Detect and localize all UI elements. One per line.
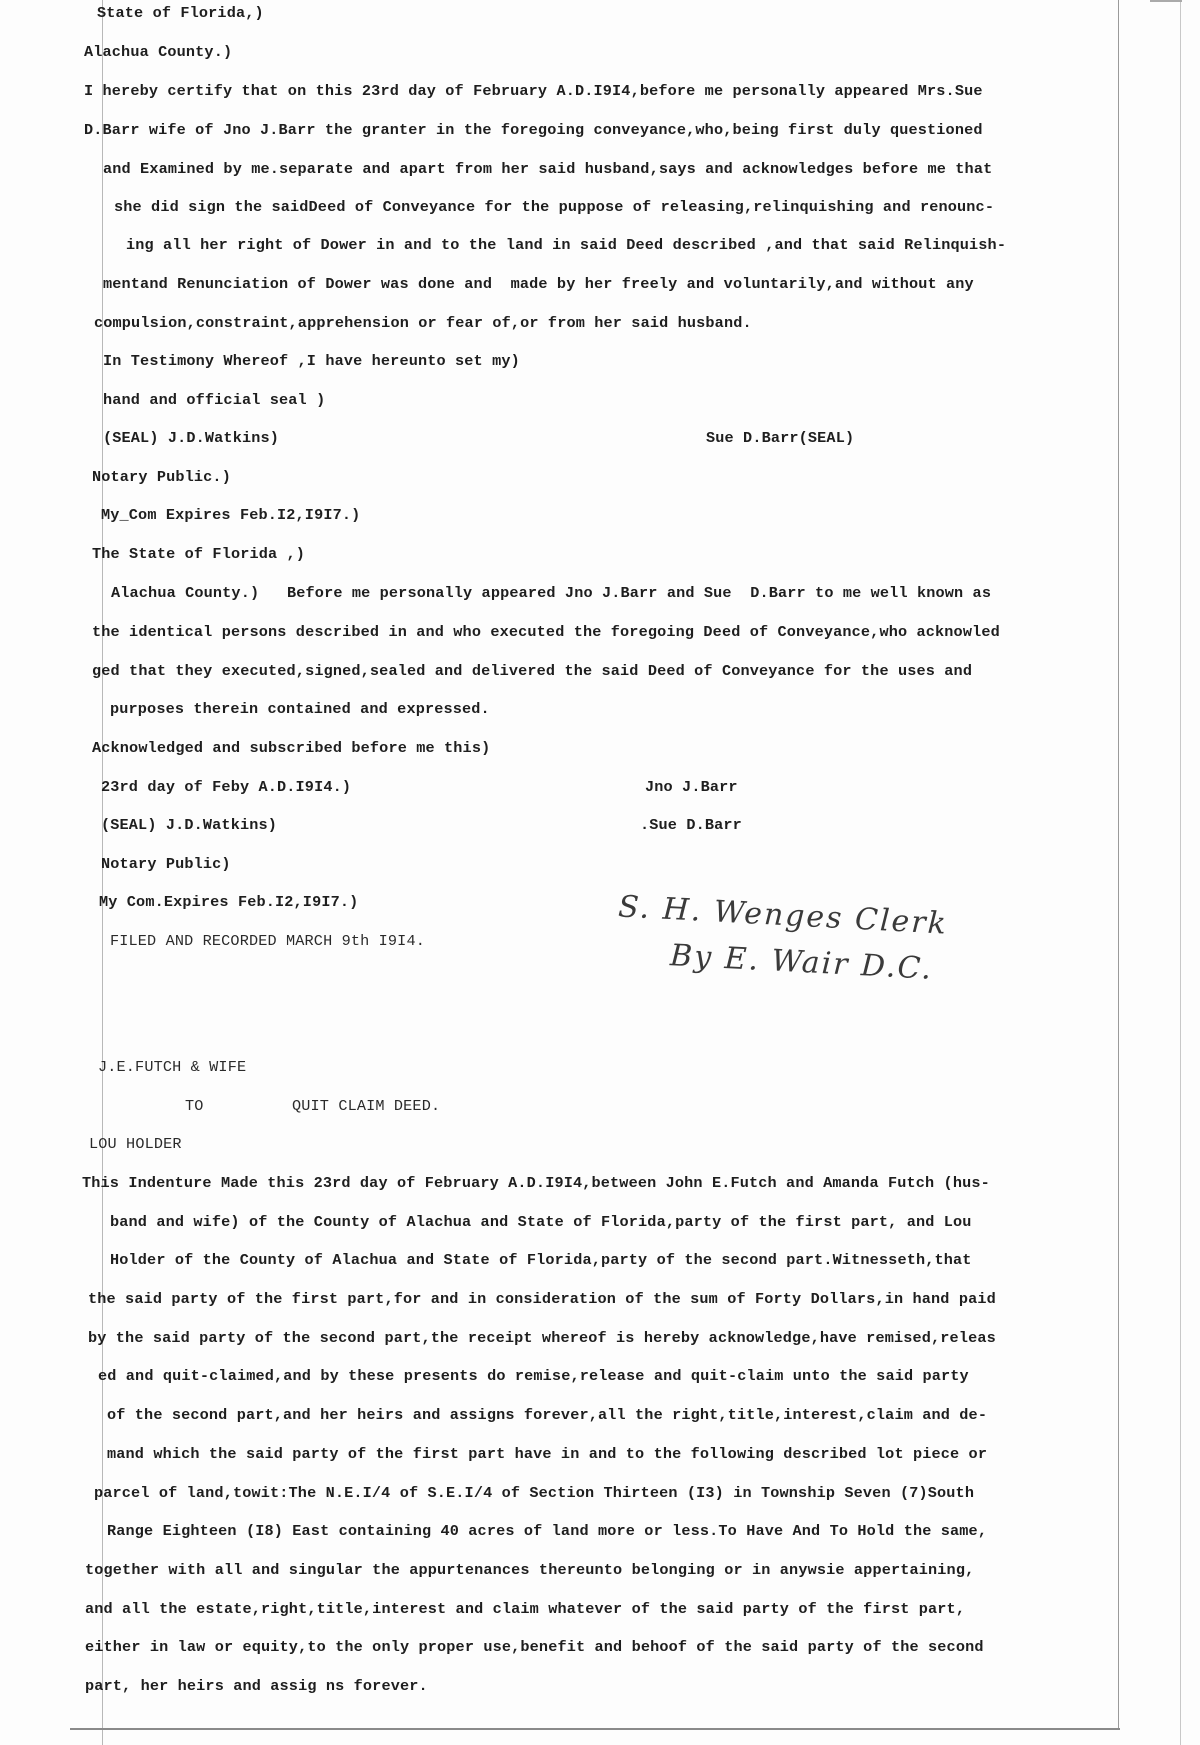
deed-body-line: by the said party of the second part,the receipt whereof is hereby acknowledge,have remised,releas <box>88 1329 996 1347</box>
ack2-body-line: ged that they executed,signed,sealed and delivered the said Deed of Conveyance for the uses and <box>92 662 973 680</box>
ack1-body-line: ing all her right of Dower in and to the land in said Deed described ,and that said Relinquish- <box>126 236 1007 254</box>
deed-body-line: band and wife) of the County of Alachua and State of Florida,party of the first part, and Lou <box>110 1213 972 1231</box>
deed-body-line: and all the estate,right,title,interest and claim whatever of the said party of the first part, <box>85 1600 966 1618</box>
notary-title: Notary Public) <box>101 855 231 873</box>
clerk-signature: S. H. Wenges Clerk <box>617 889 949 942</box>
grantee-heading: LOU HOLDER <box>89 1135 182 1153</box>
commission-expiry: My_Com Expires Feb.I2,I9I7.) <box>101 506 361 524</box>
deed-body-line: of the second part,and her heirs and assigns forever,all the right,title,interest,claim and de- <box>107 1406 988 1424</box>
signatory-sue-barr: Sue D.Barr(SEAL) <box>706 429 855 447</box>
ack2-body-line: the identical persons described in and who executed the foregoing Deed of Conveyance,who acknowled <box>92 623 1000 641</box>
notary-seal: (SEAL) J.D.Watkins) <box>101 816 278 834</box>
deed-body-line: the said party of the first part,for and in consideration of the sum of Forty Dollars,in hand paid <box>88 1290 996 1308</box>
filed-recorded: FILED AND RECORDED MARCH 9th I9I4. <box>110 932 425 950</box>
subscribed-line: Acknowledged and subscribed before me this) <box>92 739 491 757</box>
ack1-body-line: she did sign the saidDeed of Conveyance for the puppose of releasing,relinquishing and renounc- <box>114 198 995 216</box>
deed-body-line: part, her heirs and assig ns forever. <box>85 1677 428 1695</box>
venue-state: The State of Florida ,) <box>92 545 306 563</box>
notary-seal: (SEAL) J.D.Watkins) <box>103 429 280 447</box>
signatory-sue-barr: .Sue D.Barr <box>640 816 742 834</box>
page-right-edge <box>1118 0 1119 1728</box>
testimony-line: In Testimony Whereof ,I have hereunto set my) <box>103 352 520 370</box>
binder-edge <box>1180 0 1181 1745</box>
deed-type-heading: QUIT CLAIM DEED. <box>292 1097 441 1115</box>
ack1-body-line: D.Barr wife of Jno J.Barr the granter in the foregoing conveyance,who,being first duly questioned <box>84 121 983 139</box>
venue-state: State of Florida,) <box>97 4 264 22</box>
subscribed-line: 23rd day of Feby A.D.I9I4.) <box>101 778 352 796</box>
ack1-body-line: and Examined by me.separate and apart from her said husband,says and acknowledges before me that <box>103 160 993 178</box>
to-heading: TO <box>185 1097 204 1115</box>
ack1-body-line: mentand Renunciation of Dower was done and made by her freely and voluntarily,and without any <box>103 275 974 293</box>
deed-body-line: either in law or equity,to the only proper use,benefit and behoof of the said party of the second <box>85 1638 984 1656</box>
ack2-body-line: purposes therein contained and expressed. <box>110 700 490 718</box>
grantor-heading: J.E.FUTCH & WIFE <box>98 1058 247 1076</box>
venue-county: Alachua County.) <box>84 43 233 61</box>
notary-title: Notary Public.) <box>92 468 231 486</box>
signatory-jno-barr: Jno J.Barr <box>645 778 738 796</box>
page-corner-mark <box>1150 0 1182 2</box>
deed-body-line: together with all and singular the appurtenances thereunto belonging or in anywsie appertaining, <box>85 1561 975 1579</box>
deputy-clerk-signature: By E. Wair D.C. <box>669 938 934 987</box>
deed-body-line: ed and quit-claimed,and by these presents do remise,release and quit-claim unto the said party <box>98 1367 969 1385</box>
testimony-line: hand and official seal ) <box>103 391 326 409</box>
commission-expiry: My Com.Expires Feb.I2,I9I7.) <box>99 893 359 911</box>
deed-body-line: This Indenture Made this 23rd day of February A.D.I9I4,between John E.Futch and Amanda Futch (hus- <box>82 1174 990 1192</box>
deed-body-line: Range Eighteen (I8) East containing 40 acres of land more or less.To Have And To Hold the same, <box>107 1522 988 1540</box>
deed-body-line: mand which the said party of the first part have in and to the following described lot piece or <box>107 1445 988 1463</box>
page-bottom-edge <box>70 1728 1120 1730</box>
ack1-body-line: compulsion,constraint,apprehension or fear of,or from her said husband. <box>94 314 752 332</box>
ack2-body-line: Alachua County.) Before me personally appeared Jno J.Barr and Sue D.Barr to me well known as <box>111 584 992 602</box>
ack1-body-line: I hereby certify that on this 23rd day of February A.D.I9I4,before me personally appeared Mrs.Sue <box>84 82 983 100</box>
deed-body-line: parcel of land,towit:The N.E.I/4 of S.E.I/4 of Section Thirteen (I3) in Township Seven (7)South <box>94 1484 975 1502</box>
deed-body-line: Holder of the County of Alachua and State of Florida,party of the second part.Witnesseth,that <box>110 1251 972 1269</box>
